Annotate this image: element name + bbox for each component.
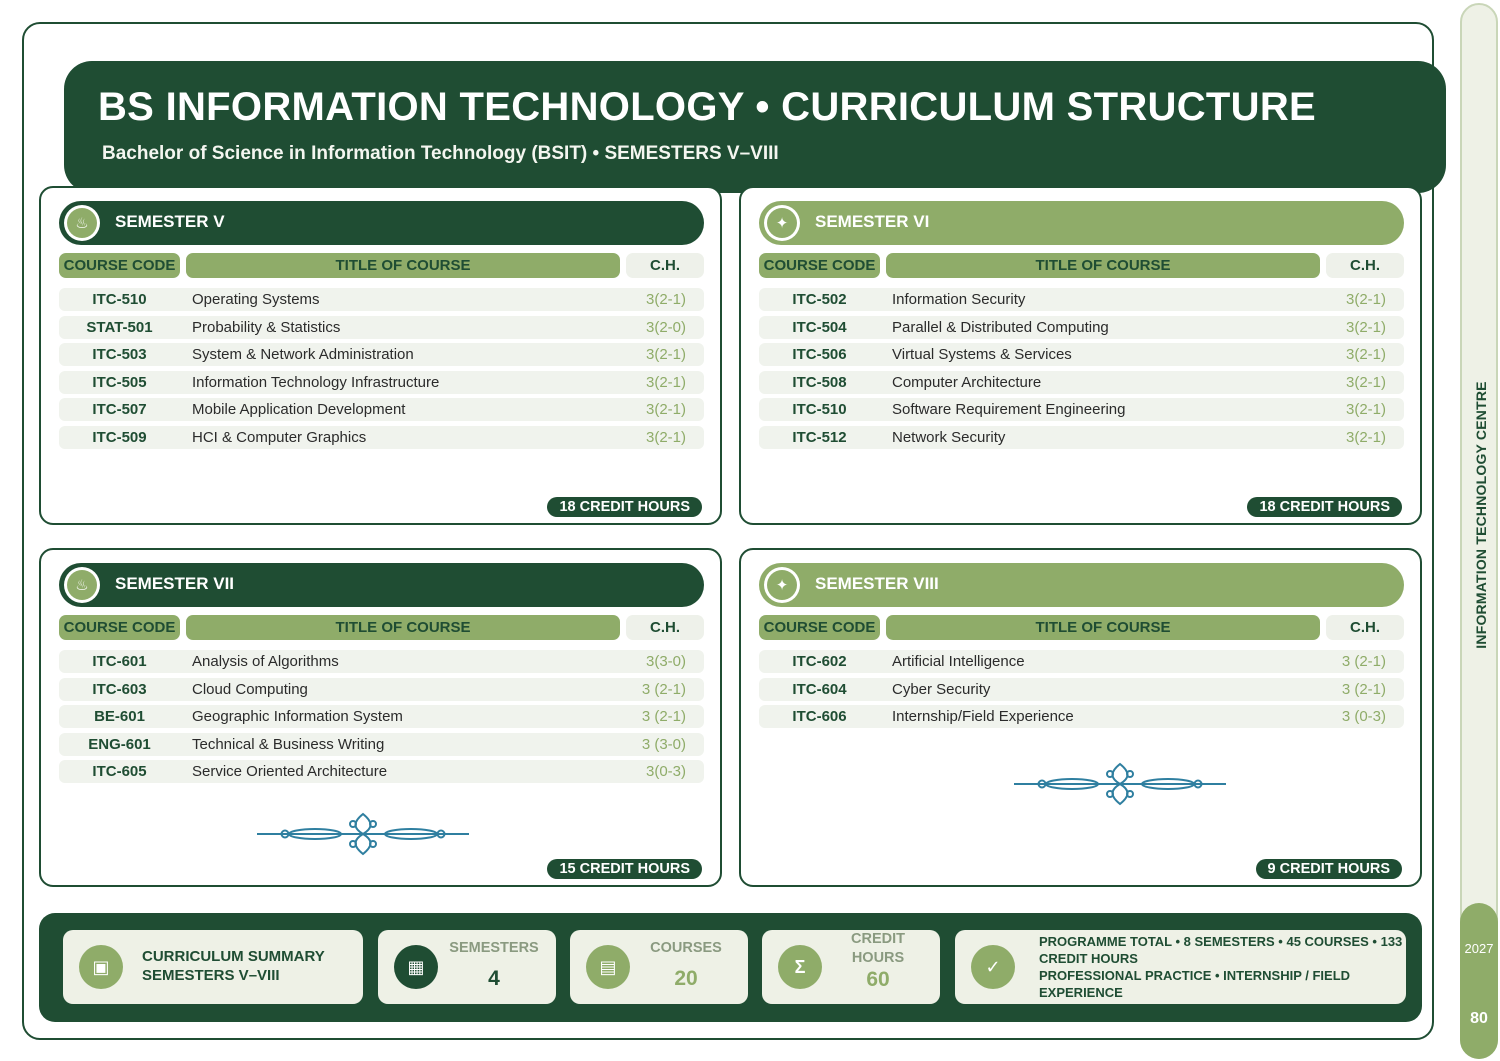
- page-subtitle: Bachelor of Science in Information Technology (BSIT) • SEMESTERS V–VIII: [102, 143, 779, 164]
- summary-title: [142, 947, 325, 985]
- course-title: Cyber Security: [892, 680, 991, 698]
- course-code: ITC-603: [92, 680, 147, 698]
- course-ch: 3 (0-3): [1341, 708, 1386, 725]
- col-header-title: TITLE OF COURSE: [886, 615, 1320, 640]
- sigma-icon: Σ: [778, 945, 822, 989]
- course-ch: 3(3-0): [645, 653, 686, 670]
- course-row: [759, 316, 1404, 339]
- course-row: [759, 650, 1404, 673]
- course-list: [759, 288, 1404, 453]
- course-ch: 3(2-1): [1345, 318, 1386, 336]
- course-row: [59, 705, 704, 728]
- programme-total-card: [955, 930, 1406, 1004]
- course-title: Geographic Information System: [192, 708, 403, 725]
- course-ch: 3(2-1): [1345, 291, 1386, 308]
- course-row: [59, 316, 704, 339]
- course-code: ITC-602: [792, 653, 847, 670]
- sparkle-icon: ✦: [767, 570, 797, 600]
- semester-title-bar: [59, 201, 704, 245]
- course-ch: 3(2-1): [645, 373, 686, 391]
- course-row: [59, 371, 704, 394]
- summary-title-line2: SEMESTERS V–VIII: [142, 967, 280, 984]
- course-title: Operating Systems: [192, 291, 320, 308]
- summary-title-card: [63, 930, 363, 1004]
- course-code: ITC-605: [92, 763, 147, 780]
- course-row: [759, 288, 1404, 311]
- curriculum-summary: [39, 913, 1422, 1022]
- course-title: Internship/Field Experience: [892, 708, 1074, 725]
- semester-icon-ring: [764, 567, 800, 603]
- col-header-ch: C.H.: [626, 253, 704, 278]
- semester-panel: [739, 186, 1422, 525]
- ornament-divider: [1012, 760, 1228, 808]
- course-code: STAT-501: [86, 318, 153, 336]
- course-code: ITC-508: [792, 373, 847, 391]
- course-title: Parallel & Distributed Computing: [892, 318, 1109, 336]
- credit-hours-badge: 18 CREDIT HOURS: [547, 497, 702, 517]
- course-code: ITC-507: [92, 401, 147, 418]
- semester-panel: [39, 548, 722, 887]
- col-header-ch: C.H.: [1326, 615, 1404, 640]
- course-row: [759, 705, 1404, 728]
- course-ch: 3(2-1): [645, 346, 686, 363]
- credit-hours-badge: 15 CREDIT HOURS: [547, 859, 702, 879]
- course-list: [59, 650, 704, 788]
- course-title: Mobile Application Development: [192, 401, 406, 418]
- course-code: ITC-601: [92, 653, 147, 670]
- courses-card: [570, 930, 748, 1004]
- course-title: Virtual Systems & Services: [892, 346, 1072, 363]
- credit-label-2: HOURS: [851, 950, 905, 966]
- course-row: [59, 343, 704, 366]
- course-row: [59, 760, 704, 783]
- course-ch: 3(0-3): [645, 763, 686, 780]
- summary-title-line1: CURRICULUM SUMMARY: [142, 948, 325, 965]
- course-row: [759, 398, 1404, 421]
- course-ch: 3 (2-1): [641, 680, 686, 698]
- course-row: [759, 371, 1404, 394]
- course-title: Computer Architecture: [892, 373, 1042, 391]
- course-title: Software Requirement Engineering: [892, 401, 1126, 418]
- course-ch: 3(2-1): [645, 291, 686, 308]
- course-row: [59, 650, 704, 673]
- check-icon: ✓: [971, 945, 1015, 989]
- course-code: ITC-502: [792, 291, 847, 308]
- col-header-code: COURSE CODE: [759, 615, 880, 640]
- course-ch: 3 (2-1): [1341, 653, 1386, 670]
- course-title: Network Security: [892, 428, 1006, 446]
- course-title: HCI & Computer Graphics: [192, 428, 367, 446]
- semester-icon-ring: [764, 205, 800, 241]
- course-code: ITC-604: [792, 680, 847, 698]
- course-ch: 3(2-1): [1345, 373, 1386, 391]
- course-ch: 3(2-0): [645, 318, 686, 336]
- course-ch: 3(2-1): [1345, 346, 1386, 363]
- semester-panel: [739, 548, 1422, 887]
- course-row: [759, 678, 1404, 701]
- year-label: 2027: [1464, 941, 1494, 956]
- course-title: Technical & Business Writing: [192, 735, 385, 753]
- col-header-ch: C.H.: [626, 615, 704, 640]
- semester-label: SEMESTER VI: [815, 212, 930, 231]
- course-code: ITC-506: [792, 346, 847, 363]
- course-code: ITC-505: [92, 373, 147, 391]
- course-title: Probability & Statistics: [192, 318, 341, 336]
- ornament-divider: [255, 810, 471, 858]
- course-row: [59, 398, 704, 421]
- course-code: ITC-510: [792, 401, 847, 418]
- course-title: Analysis of Algorithms: [192, 653, 339, 670]
- semester-label: SEMESTER V: [115, 212, 225, 231]
- course-code: ITC-512: [792, 428, 847, 446]
- col-header-code: COURSE CODE: [759, 253, 880, 278]
- semester-panel: [39, 186, 722, 525]
- course-code: ITC-606: [792, 708, 847, 725]
- credit-hours-card: [762, 930, 940, 1004]
- grid-icon: ▦: [394, 945, 438, 989]
- course-ch: 3(2-1): [1345, 428, 1386, 446]
- course-list: [759, 650, 1404, 733]
- practice-line: PROFESSIONAL PRACTICE • INTERNSHIP / FIELD EXPERIENCE: [1039, 968, 1351, 1000]
- semesters-value: 4: [488, 967, 500, 990]
- list-icon: ▤: [586, 945, 630, 989]
- semester-label: SEMESTER VII: [115, 574, 235, 593]
- programme-total-text: [1039, 933, 1409, 1001]
- semester-title-bar: [759, 201, 1404, 245]
- col-header-title: TITLE OF COURSE: [186, 615, 620, 640]
- side-tab: [1460, 3, 1498, 1059]
- col-header-code: COURSE CODE: [59, 615, 180, 640]
- course-row: [759, 343, 1404, 366]
- credit-hours-badge: 18 CREDIT HOURS: [1247, 497, 1402, 517]
- page-number: 80: [1470, 1010, 1488, 1027]
- square-target-icon: ▣: [79, 945, 123, 989]
- course-row: [59, 288, 704, 311]
- credit-value: 60: [866, 968, 890, 991]
- centre-label: INFORMATION TECHNOLOGY CENTRE: [1473, 381, 1489, 649]
- col-header-title: TITLE OF COURSE: [186, 253, 620, 278]
- course-title: Information Technology Infrastructure: [192, 373, 440, 391]
- page-title: BS INFORMATION TECHNOLOGY • CURRICULUM STRUCTURE: [98, 85, 1316, 129]
- semester-title-bar: [759, 563, 1404, 607]
- course-row: [59, 678, 704, 701]
- credit-hours-badge: 9 CREDIT HOURS: [1256, 859, 1402, 879]
- lamp-icon: ♨: [67, 208, 97, 238]
- course-ch: 3(2-1): [645, 401, 686, 418]
- side-tab-footer: [1460, 903, 1498, 1059]
- course-ch: 3(2-1): [1345, 401, 1386, 418]
- semester-icon-ring: [64, 205, 100, 241]
- course-title: System & Network Administration: [192, 346, 414, 363]
- course-title: Artificial Intelligence: [892, 653, 1025, 670]
- col-header-code: COURSE CODE: [59, 253, 180, 278]
- courses-value: 20: [674, 967, 698, 990]
- courses-label: COURSES: [650, 940, 722, 956]
- course-row: [59, 426, 704, 449]
- course-ch: 3 (3-0): [641, 735, 686, 753]
- course-row: [59, 733, 704, 756]
- page-frame: [22, 22, 1434, 1040]
- course-code: ITC-509: [92, 428, 147, 446]
- course-ch: 3 (2-1): [1341, 680, 1386, 698]
- lamp-icon: ♨: [67, 570, 97, 600]
- semesters-label: SEMESTERS: [449, 940, 539, 956]
- page-header: [64, 61, 1446, 193]
- course-code: ITC-510: [92, 291, 147, 308]
- course-code: ITC-504: [792, 318, 847, 336]
- sparkle-icon: ✦: [767, 208, 797, 238]
- col-header-ch: C.H.: [1326, 253, 1404, 278]
- course-ch: 3 (2-1): [641, 708, 686, 725]
- course-title: Information Security: [892, 291, 1026, 308]
- total-line: PROGRAMME TOTAL • 8 SEMESTERS • 45 COURSES • 133 CREDIT HOURS: [1039, 934, 1403, 966]
- semester-icon-ring: [64, 567, 100, 603]
- semesters-card: [378, 930, 556, 1004]
- col-header-title: TITLE OF COURSE: [886, 253, 1320, 278]
- course-code: BE-601: [94, 708, 145, 725]
- course-code: ENG-601: [88, 735, 151, 753]
- course-code: ITC-503: [92, 346, 147, 363]
- course-row: [759, 426, 1404, 449]
- course-title: Service Oriented Architecture: [192, 763, 388, 780]
- semester-label: SEMESTER VIII: [815, 574, 939, 593]
- course-list: [59, 288, 704, 453]
- course-title: Cloud Computing: [192, 680, 308, 698]
- course-ch: 3(2-1): [645, 428, 686, 446]
- credit-label-1: CREDIT: [851, 931, 905, 947]
- semester-title-bar: [59, 563, 704, 607]
